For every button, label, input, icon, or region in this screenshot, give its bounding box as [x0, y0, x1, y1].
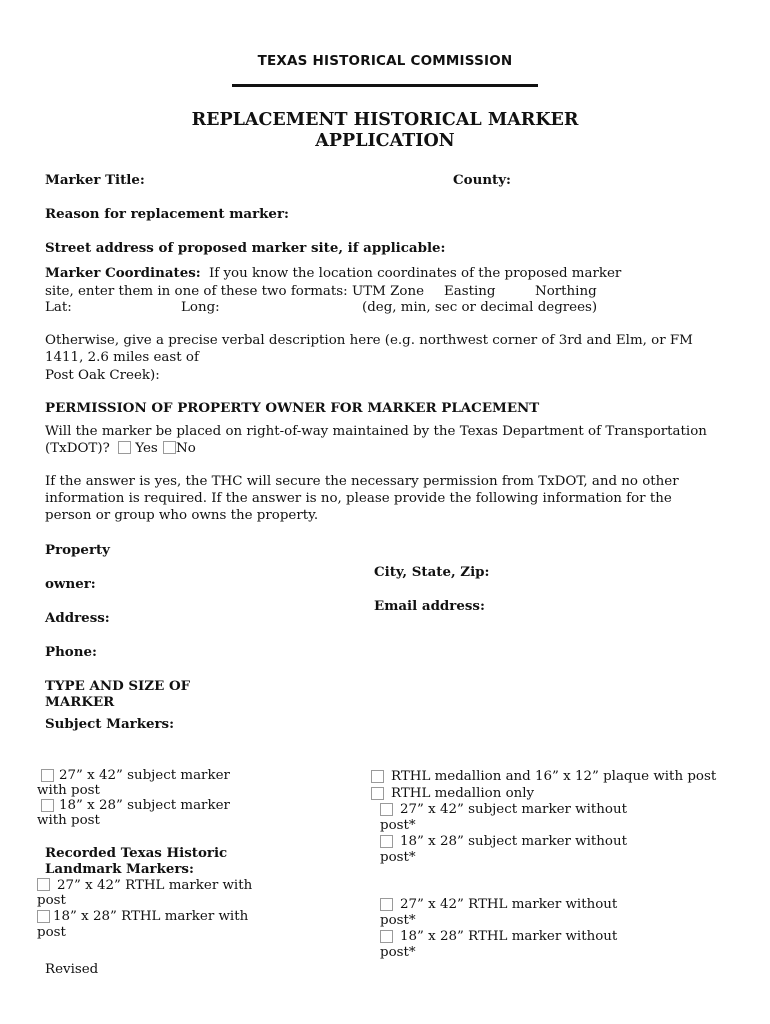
- rthl-27x42-without-post-label: 27” x 42” RTHL marker without: [400, 897, 618, 912]
- type-size-heading-line1: TYPE AND SIZE OF: [45, 678, 191, 694]
- subject-27x42-with-post-checkbox[interactable]: [41, 769, 54, 782]
- subject-18x28-without-post-checkbox[interactable]: [380, 835, 393, 848]
- rthl-medallion-only-checkbox[interactable]: [371, 787, 384, 800]
- rthl-medallion-plaque-checkbox[interactable]: [371, 770, 384, 783]
- subject-18x28-without-post-label-cont: post*: [380, 850, 416, 865]
- txdot-question-line1: Will the marker be placed on right-of-way maintained by the Texas Department of Transportation: [45, 424, 707, 439]
- permission-info-line3: person or group who owns the property.: [45, 508, 319, 523]
- subject-18x28-with-post-label: 18” x 28” subject marker: [59, 798, 230, 813]
- subject-markers-heading: Subject Markers:: [45, 716, 175, 732]
- subject-27x42-without-post-label-cont: post*: [380, 818, 416, 833]
- header-rule: [232, 84, 538, 87]
- rthl-18x28-without-post-checkbox[interactable]: [380, 930, 393, 943]
- subject-27x42-without-post-checkbox[interactable]: [380, 803, 393, 816]
- address-label: Address:: [45, 610, 110, 626]
- txdot-no-label: No: [176, 441, 196, 456]
- city-state-zip-label: City, State, Zip:: [374, 564, 490, 580]
- permission-info-line2: information is required. If the answer is no, please provide the following information for the: [45, 491, 672, 506]
- rthl-27x42-with-post-label-cont: post: [37, 893, 66, 908]
- easting-label: Easting: [444, 284, 496, 299]
- rthl-27x42-with-post-label: 27” x 42” RTHL marker with: [57, 878, 253, 893]
- coordinates-utm-text: site, enter them in one of these two formats: UTM Zone: [45, 284, 425, 299]
- subject-27x42-with-post-label: 27” x 42” subject marker: [59, 768, 230, 783]
- coordinates-line1: [45, 265, 621, 281]
- property-label: Property: [45, 542, 110, 558]
- permission-info-line1: If the answer is yes, the THC will secure the necessary permission from TxDOT, and no other: [45, 474, 679, 489]
- coordinate-format-note: (deg, min, sec or decimal degrees): [362, 300, 598, 315]
- northing-label: Northing: [535, 284, 597, 299]
- txdot-yes-label: Yes: [135, 441, 158, 456]
- page-title-line2: APPLICATION: [315, 131, 455, 151]
- rthl-medallion-only-label: RTHL medallion only: [391, 786, 535, 801]
- rthl-18x28-without-post-label-cont: post*: [380, 945, 416, 960]
- rthl-27x42-without-post-checkbox[interactable]: [380, 898, 393, 911]
- rthl-27x42-with-post-checkbox[interactable]: [37, 878, 50, 891]
- rthl-18x28-with-post-label: 18” x 28” RTHL marker with: [53, 909, 249, 924]
- txdot-question-line2: [45, 441, 196, 456]
- coordinates-label: Marker Coordinates:: [45, 265, 201, 281]
- county-label: County:: [453, 172, 511, 188]
- txdot-no-checkbox[interactable]: [163, 441, 176, 454]
- reason-label: Reason for replacement marker:: [45, 206, 289, 222]
- coordinates-intro: If you know the location coordinates of the proposed marker: [208, 266, 622, 281]
- verbal-description-line2: 1411, 2.6 miles east of: [45, 350, 199, 365]
- marker-title-label: Marker Title:: [45, 172, 145, 188]
- street-address-label: Street address of proposed marker site, if applicable:: [45, 240, 446, 256]
- subject-18x28-with-post-checkbox[interactable]: [41, 799, 54, 812]
- subject-27x42-without-post-label: 27” x 42” subject marker without: [400, 802, 627, 817]
- rthl-18x28-with-post-checkbox[interactable]: [37, 910, 50, 923]
- email-label: Email address:: [374, 598, 485, 614]
- long-label: Long:: [181, 300, 220, 315]
- page-title-line1: REPLACEMENT HISTORICAL MARKER: [191, 110, 579, 130]
- verbal-description-line1: Otherwise, give a precise verbal description here (e.g. northwest corner of 3rd and Elm, or FM: [45, 333, 693, 348]
- owner-label: owner:: [45, 576, 96, 592]
- org-name: TEXAS HISTORICAL COMMISSION: [257, 53, 513, 69]
- txdot-question-text: (TxDOT)?: [45, 441, 110, 456]
- rthl-18x28-without-post-label: 18” x 28” RTHL marker without: [400, 929, 618, 944]
- rthl-heading-line1: Recorded Texas Historic: [45, 845, 228, 861]
- txdot-yes-checkbox[interactable]: [118, 441, 131, 454]
- lat-label: Lat:: [45, 300, 72, 315]
- rthl-heading-line2: Landmark Markers:: [45, 861, 194, 877]
- permission-heading: PERMISSION OF PROPERTY OWNER FOR MARKER PLACEMENT: [45, 400, 540, 416]
- rthl-medallion-plaque-label: RTHL medallion and 16” x 12” plaque with post: [391, 769, 717, 784]
- rthl-18x28-with-post-label-cont: post: [37, 925, 66, 940]
- rthl-27x42-without-post-label-cont: post*: [380, 913, 416, 928]
- subject-18x28-without-post-label: 18” x 28” subject marker without: [400, 834, 627, 849]
- subject-18x28-with-post-label-cont: with post: [37, 813, 100, 828]
- subject-27x42-with-post-label-cont: with post: [37, 783, 100, 798]
- type-size-heading-line2: MARKER: [45, 694, 115, 710]
- verbal-description-line3: Post Oak Creek):: [45, 368, 160, 383]
- revised-label: Revised: [45, 962, 99, 977]
- phone-label: Phone:: [45, 644, 97, 660]
